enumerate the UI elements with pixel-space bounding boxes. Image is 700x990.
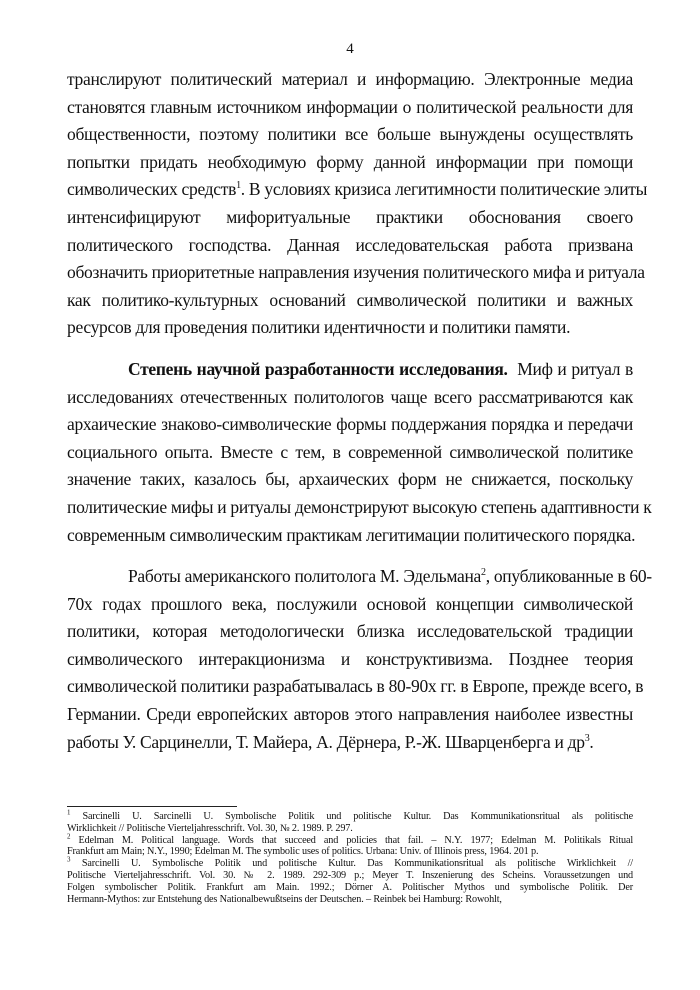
footnotes [67,808,633,905]
text-line [67,176,648,204]
footnote-number: 1 [67,808,71,817]
text-segment: работы У. Сарцинелли, Т. Майера, А. Дёрнера, Р.-Ж. Шварценберга и др [67,731,585,752]
footnote-number: 3 [67,855,71,864]
text-line [67,563,652,591]
footnote-1 [67,808,633,835]
section-heading: Степень научной разработанности исследования. [128,358,508,379]
footnote-ref[interactable]: 3 [584,732,590,744]
footnote-line: Folgen symbolischer Politik. Frankfurt am Main. 1992.; Dörner A. Politischer Mythos und symbolische Politik. Der [67,881,633,893]
body-text [67,66,652,756]
text-line: политического господства. Данная исследовательская работа призвана [67,234,633,255]
text-line: 70х годах прошлого века, послужили основой концепции символической [67,593,633,614]
text-line: политические мифы и ритуалы демонстрируют высокую степень адаптивности к [67,496,652,517]
footnote-ref[interactable]: 1 [236,180,241,192]
text-line [67,356,633,384]
text-segment: Sarcinelli U. Sarcinelli U. Symbolische Politik und politische Kultur. Das Kommunikationsritual als politische [70,811,633,822]
text-segment: Работы американского политолога М. Эдельмана [128,566,481,587]
text-segment: Sarcinelli U. Symbolische Politik und politische Kultur. Das Kommunikationsritual als politische Wirklichkeit // [70,858,633,870]
footnote-line: Politische Vierteljahresschrift. Vol. 30. № 2. 1989. 292-309 p.; Meyer T. Inszenierung des Scheins. Voraussetzungen und [67,869,633,881]
text-line: символического интеракционизма и конструктивизма. Позднее теория [67,648,633,669]
footnote-line [67,832,633,847]
text-line: символической политики разрабатывалась в 80-90х гг. в Европе, прежде всего, в [67,676,644,697]
footnote-line: Frankfurt am Main; N.Y., 1990; Edelman M. The symbolic uses of politics. Urbana: Univ. of Illinois press, 1964. 201 p. [67,846,539,858]
text-line: социального опыта. Вместе с тем, в современной символической политике [67,441,633,462]
paragraph-research-degree [67,356,652,549]
text-line: транслируют политический материал и информацию. Электронные медиа [67,69,633,89]
text-segment: , опубликованные в 60- [485,566,652,587]
footnote-ref[interactable]: 2 [481,567,486,579]
footnote-number: 2 [67,832,71,841]
text-line: политики, которая методологически близка исследовательской традиции [67,621,633,642]
text-segment: Миф и ритуал в [517,358,634,379]
footnote-3 [67,855,633,905]
text-line: обозначить приоритетные направления изучения политического мифа и ритуала [67,262,645,283]
text-segment: . В условиях кризиса легитимности политические элиты [240,179,648,200]
text-segment: . [589,731,594,752]
text-line: как политико-культурных оснований символической политики и важных [67,289,633,310]
text-line: архаические знаково-символические формы поддержания порядка и передачи [67,414,633,435]
text-line: общественности, поэтому политики все больше вынуждены осуществлять [67,124,633,145]
text-line [67,729,633,757]
text-line: исследованиях отечественных политологов чаще всего рассматриваются как [67,386,633,407]
footnote-2 [67,832,633,859]
page-number: 4 [346,41,354,57]
text-line: значение таких, казалось бы, архаических форм не снижается, поскольку [67,469,633,490]
text-line: интенсифицируют мифоритуальные практики обоснования своего [67,206,633,227]
paragraph-intro [67,66,648,342]
paragraph-edelman [67,563,652,756]
text-segment: символических средств [67,179,237,200]
footnote-line [67,855,633,870]
text-line: ресурсов для проведения политики идентичности и политики памяти. [67,317,571,338]
footnote-separator [67,806,237,807]
text-line: Германии. Среди европейских авторов этого направления наиболее известны [67,704,633,725]
footnote-line: Hermann-Mythos: zur Entstehung des Nationalbewußtseins der Deutschen. – Reinbek bei Hamburg: Rowohlt, [67,893,502,905]
text-line: попытки придать необходимую форму данной информации при помощи [67,151,633,172]
footnote-line [67,808,633,823]
text-line: современным символическим практикам легитимации политического порядка. [67,524,636,545]
footnote-line: Wirklichkeit // Politische Vierteljahresschrift. Vol. 30, № 2. 1989. P. 297. [67,822,353,834]
text-line: становятся главным источником информации о политической реальности для [67,96,633,117]
text-segment: Edelman M. Political language. Words that succeed and policies that fail. – N.Y. 1977; Edelman M. Politikals Ritual [70,834,633,846]
